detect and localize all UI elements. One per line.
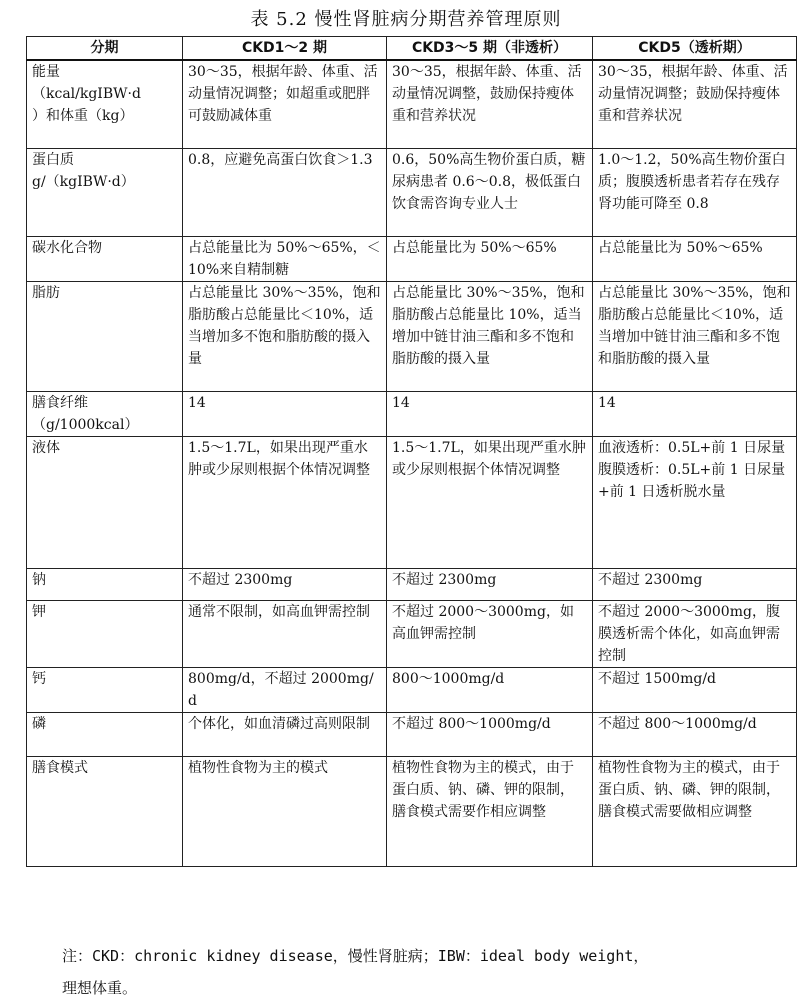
table-cell xyxy=(593,148,797,236)
table-cell xyxy=(387,236,593,281)
cell-text: 0.6，50%高生物价蛋白质，糖尿病患者 0.6～0.8，极低蛋白饮食需咨询专业人士 xyxy=(392,151,586,212)
row-label-cell xyxy=(27,281,183,391)
cell-text: 30～35，根据年龄、体重、活动量情况调整；鼓励保持瘦体重和营养状况 xyxy=(598,64,788,124)
table-cell xyxy=(387,391,593,436)
table-row xyxy=(27,60,797,148)
table-row xyxy=(27,281,797,391)
row-label-text: 碳水化合物 xyxy=(32,239,102,256)
cell-text: 不超过 1500mg/d xyxy=(598,670,716,687)
cell-text: 不超过 2000～3000mg，腹膜透析需个体化，如高血钾需控制 xyxy=(598,603,780,664)
row-label-text: （g/1000kcal） xyxy=(32,416,139,433)
table-cell xyxy=(183,436,387,568)
row-label-cell xyxy=(27,756,183,866)
table-cell xyxy=(593,281,797,391)
table-cell xyxy=(183,391,387,436)
cell-text: 不超过 2300mg xyxy=(392,571,497,588)
table-cell xyxy=(183,148,387,236)
cell-text: 1.5～1.7L，如果出现严重水肿或少尿则根据个体情况调整 xyxy=(188,439,370,478)
cell-text: 不超过 800～1000mg/d xyxy=(598,715,757,732)
row-label-cell xyxy=(27,236,183,281)
row-label-text: ）和体重（kg） xyxy=(32,108,134,124)
cell-text: 占总能量比 30%～35%，饱和脂肪酸占总能量比＜10%，适当增加中链甘油三酯和多不饱和脂肪酸的摄入量 xyxy=(598,284,791,367)
cell-text: 通常不限制，如高血钾需控制 xyxy=(188,603,370,620)
cell-text: 1.5～1.7L，如果出现严重水肿或少尿则根据个体情况调整 xyxy=(392,439,586,478)
cell-text: 30～35，根据年龄、体重、活动量情况调整，鼓励保持瘦体重和营养状况 xyxy=(392,64,582,124)
row-label-text: g/（kgIBW·d） xyxy=(32,173,135,190)
header-ckd3-5: CKD3～5 期（非透析） xyxy=(387,37,593,61)
table-cell xyxy=(593,436,797,568)
cell-text: 不超过 800～1000mg/d xyxy=(392,715,551,732)
table-cell xyxy=(183,712,387,756)
cell-text: 植物性食物为主的模式，由于蛋白质、钠、磷、钾的限制，膳食模式需要作相应调整 xyxy=(392,759,574,820)
table-row xyxy=(27,600,797,667)
row-label-cell xyxy=(27,148,183,236)
table-row xyxy=(27,568,797,600)
table-cell xyxy=(387,600,593,667)
cell-text: 占总能量比为 50%～65% xyxy=(598,239,763,256)
cell-text: 占总能量比为 50%～65%，＜10%来自精制糖 xyxy=(188,239,381,278)
table-cell xyxy=(593,600,797,667)
table-cell xyxy=(183,756,387,866)
cell-text: 占总能量比 30%～35%，饱和脂肪酸占总能量比 10%，适当增加中链甘油三酯和多不饱和脂肪酸的摄入量 xyxy=(392,284,585,367)
row-label-text: 磷 xyxy=(32,715,46,732)
table-cell xyxy=(387,667,593,712)
table-cell xyxy=(593,568,797,600)
row-label-cell xyxy=(27,712,183,756)
table-row xyxy=(27,756,797,866)
row-label-cell xyxy=(27,667,183,712)
table-cell xyxy=(387,281,593,391)
table-cell xyxy=(387,436,593,568)
table-cell xyxy=(183,60,387,148)
table-cell xyxy=(183,236,387,281)
table-cell xyxy=(183,600,387,667)
cell-text: 不超过 2300mg xyxy=(598,571,703,588)
row-label-cell xyxy=(27,568,183,600)
cell-text: 个体化，如血清磷过高则限制 xyxy=(188,715,370,732)
table-row xyxy=(27,148,797,236)
table-row xyxy=(27,667,797,712)
table-cell xyxy=(387,712,593,756)
cell-text: 800～1000mg/d xyxy=(392,670,505,687)
row-label-text: 钙 xyxy=(32,670,46,687)
table-cell xyxy=(183,281,387,391)
row-label-text: 膳食纤维 xyxy=(32,394,88,411)
cell-text: 800mg/d，不超过 2000mg/d xyxy=(188,670,374,709)
row-label-text: 液体 xyxy=(32,439,60,456)
table-cell xyxy=(387,568,593,600)
row-label-text: 钾 xyxy=(32,603,46,620)
table-cell xyxy=(387,756,593,866)
row-label-text: 能量 xyxy=(32,64,60,80)
cell-text: 腹膜透析：0.5L+前 1 日尿量+前 1 日透析脱水量 xyxy=(598,461,786,500)
row-label-text: 钠 xyxy=(32,571,46,588)
cell-text: 30～35，根据年龄、体重、活动量情况调整；如超重或肥胖可鼓励减体重 xyxy=(188,64,378,124)
table-cell xyxy=(183,568,387,600)
table-cell xyxy=(387,60,593,148)
table-cell xyxy=(593,712,797,756)
row-label-cell xyxy=(27,391,183,436)
cell-text: 植物性食物为主的模式，由于蛋白质、钠、磷、钾的限制，膳食模式需要做相应调整 xyxy=(598,759,780,820)
table-cell xyxy=(387,148,593,236)
row-label-cell xyxy=(27,60,183,148)
cell-text: 植物性食物为主的模式 xyxy=(188,759,328,776)
footnote-line-2: 理想体重。 xyxy=(62,979,138,997)
cell-text: 14 xyxy=(188,394,206,411)
footnote xyxy=(62,940,782,1004)
table-row xyxy=(27,436,797,568)
cell-text: 不超过 2000～3000mg，如高血钾需控制 xyxy=(392,603,574,642)
table-title: 表 5.2 慢性肾脏病分期营养管理原则 xyxy=(250,9,562,30)
row-label-text: （kcal/kgIBW·d xyxy=(32,86,141,102)
cell-text: 14 xyxy=(598,394,616,411)
cell-text: 0.8，应避免高蛋白饮食＞1.3 xyxy=(188,151,373,168)
cell-text: 14 xyxy=(392,394,410,411)
header-ckd5-dialysis: CKD5（透析期） xyxy=(593,37,797,61)
table-cell xyxy=(183,667,387,712)
footnote-line-1: 注：CKD：chronic kidney disease，慢性肾脏病；IBW：ideal body weight， xyxy=(62,947,649,965)
table-cell xyxy=(593,756,797,866)
header-ckd1-2: CKD1～2 期 xyxy=(183,37,387,61)
table-cell xyxy=(593,236,797,281)
table-cell xyxy=(593,60,797,148)
row-label-text: 膳食模式 xyxy=(32,759,88,776)
cell-text: 占总能量比 30%～35%，饱和脂肪酸占总能量比＜10%，适当增加多不饱和脂肪酸的摄入量 xyxy=(188,284,381,367)
row-label-text: 脂肪 xyxy=(32,284,60,301)
row-label-cell xyxy=(27,600,183,667)
row-label-text: 蛋白质 xyxy=(32,151,74,168)
cell-text: 血液透析：0.5L+前 1 日尿量 xyxy=(598,439,786,456)
table-row xyxy=(27,391,797,436)
header-stage: 分期 xyxy=(27,37,183,61)
table-cell xyxy=(593,391,797,436)
cell-text: 不超过 2300mg xyxy=(188,571,293,588)
table-cell xyxy=(593,667,797,712)
row-label-cell xyxy=(27,436,183,568)
table-row xyxy=(27,236,797,281)
table-row xyxy=(27,712,797,756)
nutrition-table xyxy=(26,36,797,867)
cell-text: 占总能量比为 50%～65% xyxy=(392,239,557,256)
cell-text: 1.0～1.2，50%高生物价蛋白质；腹膜透析患者若存在残存肾功能可降至 0.8 xyxy=(598,151,786,212)
table-header-row xyxy=(27,37,797,61)
